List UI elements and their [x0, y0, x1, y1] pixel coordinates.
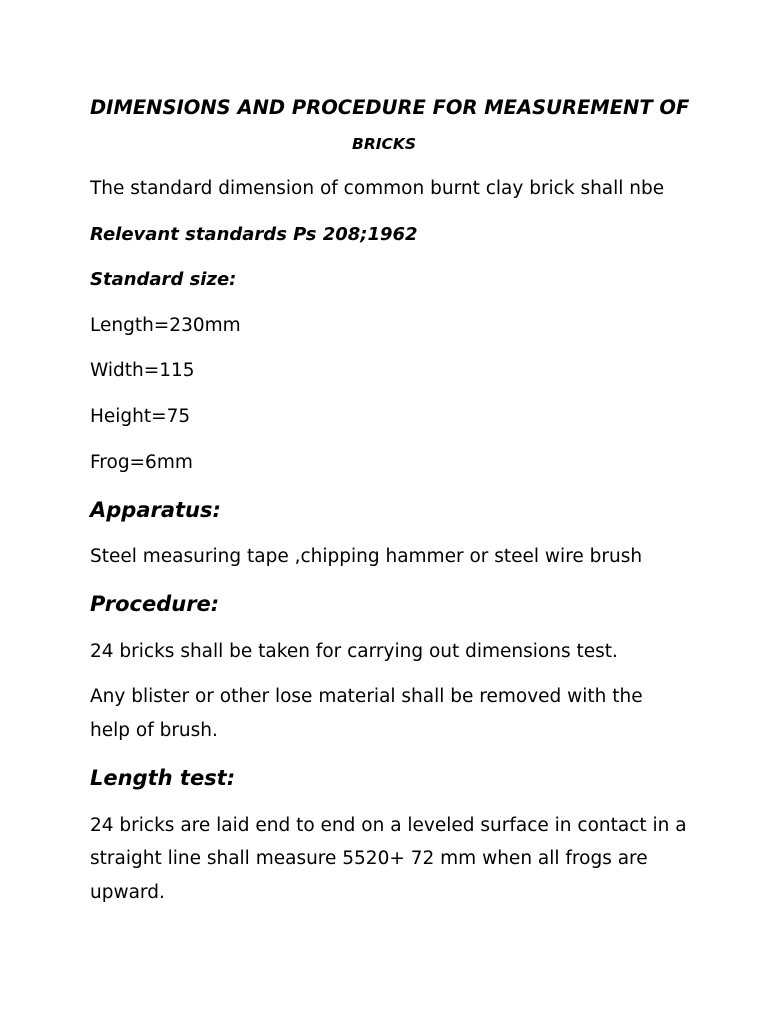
document-title-line2: BRICKS — [352, 135, 417, 153]
standard-size-heading: Standard size: — [90, 269, 237, 290]
procedure-heading: Procedure: — [90, 592, 220, 616]
procedure-paragraph-1: 24 bricks shall be taken for carrying out dimensions test. — [90, 641, 618, 662]
apparatus-heading: Apparatus: — [90, 498, 221, 522]
length-test-heading: Length test: — [90, 766, 236, 790]
height-value: Height=75 — [90, 406, 191, 427]
length-value: Length=230mm — [90, 315, 241, 336]
apparatus-text: Steel measuring tape ,chipping hammer or steel wire brush — [90, 546, 643, 567]
intro-text: The standard dimension of common burnt clay brick shall nbe — [90, 178, 665, 199]
procedure-paragraph-2-line-1: Any blister or other lose material shall be removed with the — [90, 686, 643, 707]
relevant-standards: Relevant standards Ps 208;1962 — [90, 224, 418, 245]
frog-value: Frog=6mm — [90, 452, 193, 473]
length-test-line-2: straight line shall measure 5520+ 72 mm when all frogs are — [90, 848, 648, 869]
document-title-line1: DIMENSIONS AND PROCEDURE FOR MEASUREMENT OF — [90, 96, 690, 119]
width-value: Width=115 — [90, 360, 195, 381]
length-test-line-3: upward. — [90, 882, 165, 903]
procedure-paragraph-2-line-2: help of brush. — [90, 720, 218, 741]
length-test-line-1: 24 bricks are laid end to end on a leveled surface in contact in a — [90, 815, 687, 836]
